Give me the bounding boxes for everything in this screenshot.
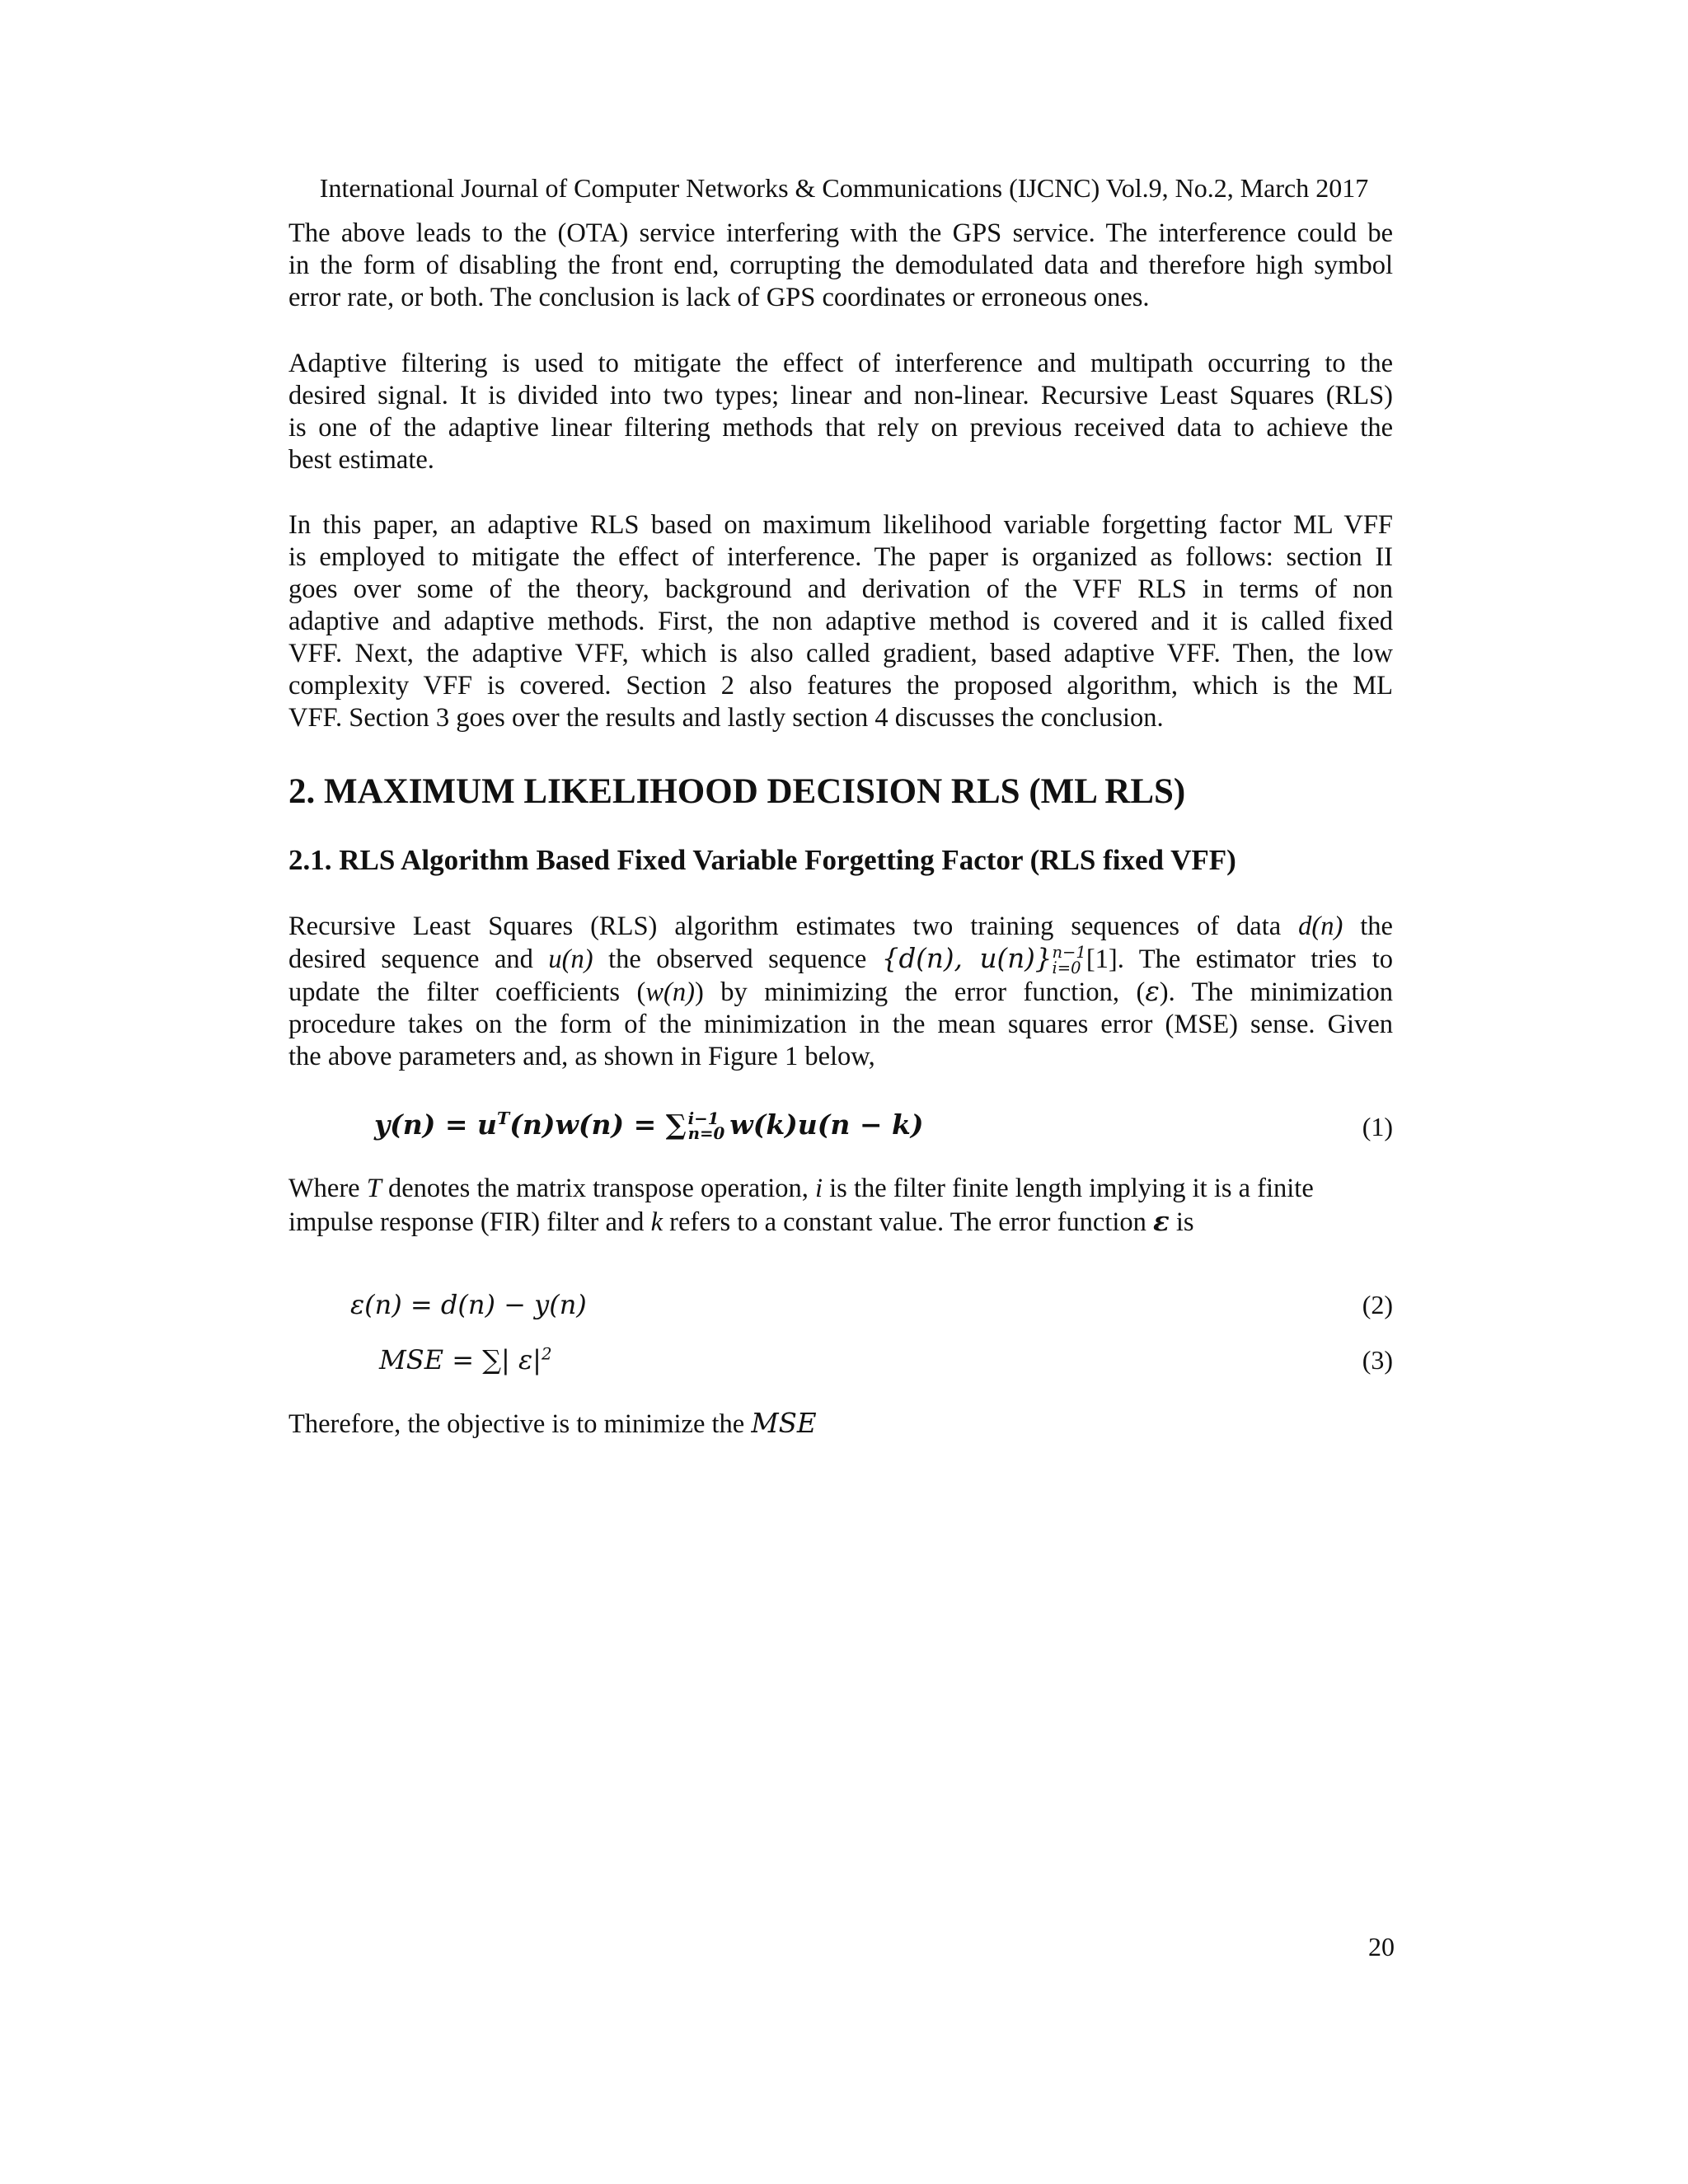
text-run: ). The minimization bbox=[1159, 977, 1394, 1008]
paragraph-adaptive-filtering bbox=[288, 348, 1393, 476]
symbol-epsilon: ε bbox=[1145, 976, 1160, 1008]
text-line bbox=[288, 976, 1393, 1009]
eq1-rhs: w(k)u(n − k) bbox=[729, 1108, 924, 1141]
page-number: 20 bbox=[1368, 1932, 1395, 1961]
symbol-T: T bbox=[366, 1174, 382, 1203]
paragraph-rls-description bbox=[288, 911, 1393, 1073]
text-line: adaptive and adaptive methods. First, the non adaptive method is covered and it is called fixed bbox=[288, 607, 1393, 636]
text-line: goes over some of the theory, background and derivation of the VFF RLS in terms of non bbox=[288, 574, 1393, 604]
paragraph-paper-outline bbox=[288, 509, 1393, 734]
text-line bbox=[288, 943, 1393, 976]
text-run: desired sequence and bbox=[288, 944, 549, 974]
sequence-set bbox=[881, 942, 1086, 977]
symbol-i: i bbox=[815, 1174, 823, 1203]
text-line: VFF. Next, the adaptive VFF, which is also called gradient, based adaptive VFF. Then, the low bbox=[288, 639, 1393, 668]
text-line: is employed to mitigate the effect of interference. The paper is organized as follows: section II bbox=[288, 542, 1393, 572]
equation-2: ε(n) = d(n) − y(n) bbox=[350, 1289, 587, 1320]
text-run: the bbox=[1343, 912, 1393, 941]
text-line: in the form of disabling the front end, corrupting the demodulated data and therefore high symbol bbox=[288, 251, 1393, 280]
text-line: error rate, or both. The conclusion is lack of GPS coordinates or erroneous ones. bbox=[288, 283, 1150, 312]
text-line: the above parameters and, as shown in Figure 1 below, bbox=[288, 1042, 875, 1072]
text-run: the observed sequence bbox=[593, 944, 882, 974]
symbol-dn: d(n) bbox=[1298, 912, 1343, 941]
eq3-body: MSE = ∑| ε| bbox=[379, 1344, 542, 1376]
set-subscript: i=0 bbox=[1052, 958, 1081, 977]
text-run: [1]. The estimator tries to bbox=[1085, 944, 1394, 974]
eq1-lhs: y(n) = u bbox=[374, 1108, 498, 1141]
text-line: best estimate. bbox=[288, 445, 434, 475]
text-run: is bbox=[1169, 1207, 1194, 1237]
eq1-mid: (n)w(n) = ∑ bbox=[509, 1108, 687, 1141]
equation-3-number: (3) bbox=[1362, 1345, 1393, 1375]
text-line bbox=[288, 1173, 1393, 1205]
text-line bbox=[288, 1408, 1393, 1441]
eq1-transpose: T bbox=[497, 1108, 510, 1128]
text-line bbox=[288, 1205, 1393, 1239]
text-line: is one of the adaptive linear filtering methods that rely on previous received data to achieve the bbox=[288, 413, 1393, 443]
text-run: refers to a constant value. The error function bbox=[663, 1207, 1153, 1237]
paragraph-intro bbox=[288, 218, 1393, 314]
text-run: ) by minimizing the error function, ( bbox=[694, 977, 1146, 1008]
equation-3 bbox=[379, 1343, 552, 1376]
equation-1 bbox=[374, 1108, 924, 1141]
subsection-heading: 2.1. RLS Algorithm Based Fixed Variable Forgetting Factor (RLS fixed VFF) bbox=[288, 844, 1236, 876]
symbol-un: u(n) bbox=[548, 944, 593, 974]
text-line: VFF. Section 3 goes over the results and lastly section 4 discusses the conclusion. bbox=[288, 703, 1164, 733]
paragraph-definitions bbox=[288, 1173, 1393, 1239]
text-line: Adaptive filtering is used to mitigate the effect of interference and multipath occurring to the bbox=[288, 349, 1393, 378]
section-heading: 2. MAXIMUM LIKELIHOOD DECISION RLS (ML RLS) bbox=[288, 772, 1186, 811]
text-run: Where bbox=[288, 1174, 367, 1203]
eq3-exponent: 2 bbox=[541, 1344, 552, 1364]
text-run: is the filter finite length implying it is a finite bbox=[823, 1174, 1314, 1203]
text-line bbox=[288, 911, 1393, 943]
equation-2-number: (2) bbox=[1362, 1290, 1393, 1319]
text-line: complexity VFF is covered. Section 2 also features the proposed algorithm, which is the ML bbox=[288, 671, 1393, 701]
text-line: procedure takes on the form of the minimization in the mean squares error (MSE) sense. Given bbox=[288, 1010, 1393, 1040]
symbol-wn: w(n) bbox=[645, 977, 695, 1008]
symbol-mse: MSE bbox=[751, 1408, 817, 1439]
eq1-sum-lower: n=0 bbox=[687, 1123, 725, 1143]
set-body: {d(n), u(n)} bbox=[881, 943, 1053, 974]
text-run: Recursive Least Squares (RLS) algorithm estimates two training sequences of data bbox=[288, 912, 1299, 941]
text-line: The above leads to the (OTA) service interfering with the GPS service. The interference could be bbox=[288, 218, 1393, 248]
text-run: impulse response (FIR) filter and bbox=[288, 1207, 651, 1237]
text-run: update the filter coefficients ( bbox=[288, 977, 646, 1008]
text-run: Therefore, the objective is to minimize the bbox=[288, 1409, 752, 1439]
journal-header: International Journal of Computer Networks & Communications (IJCNC) Vol.9, No.2, March 2017 bbox=[319, 173, 1369, 203]
paragraph-objective bbox=[288, 1408, 1393, 1441]
symbol-k: k bbox=[650, 1207, 663, 1237]
text-run: denotes the matrix transpose operation, bbox=[381, 1174, 815, 1203]
text-line: desired signal. It is divided into two types; linear and non-linear. Recursive Least Squares (RLS) bbox=[288, 381, 1393, 410]
text-line: In this paper, an adaptive RLS based on maximum likelihood variable forgetting factor ML VFF bbox=[288, 510, 1393, 540]
set-superscript: n−1 bbox=[1052, 942, 1086, 962]
equation-1-number: (1) bbox=[1362, 1112, 1393, 1141]
eq1-sum-upper: i−1 bbox=[687, 1108, 720, 1129]
symbol-epsilon-bold: ε bbox=[1153, 1205, 1170, 1237]
